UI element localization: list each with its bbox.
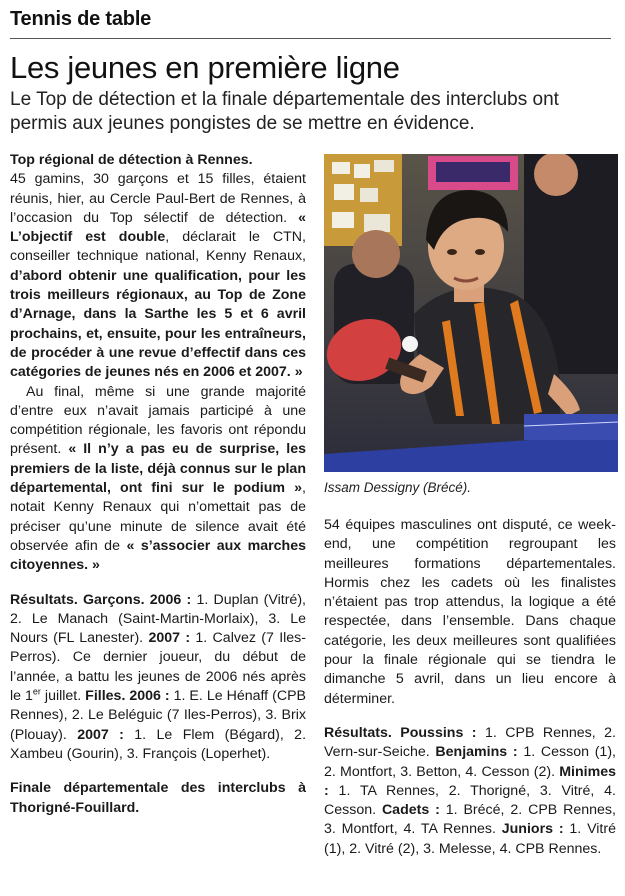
right-column: [324, 516, 616, 859]
section1-quote3: « s’associer aux marches citoyennes. »: [10, 537, 306, 574]
results2-benjamins: 1. Cesson (1), 2. Montfort, 3. Betton, 4. Cesson (2).: [324, 744, 616, 780]
results1-filles-label: Filles. 2006 :: [85, 688, 170, 705]
results2-cadets-label: Cadets :: [381, 802, 440, 819]
photo-caption: Issam Dessigny (Brécé).: [324, 480, 472, 495]
article-photo: [324, 154, 618, 472]
results2-minimes: 1. TA Rennes, 2. Thorigné, 3. Vitré, 4. Cesson.: [324, 782, 616, 819]
results2-paragraph: [324, 724, 616, 859]
results1-g2007-sup: er: [32, 686, 41, 697]
section1-quote1-end: d’abord obtenir une qualification, pour les trois meilleurs régionaux, au Top de Zone d’Arnage, dans la Sarthe les 5 et 6 avril prochains, et, ensuite, pour les entraîneurs, de procéder à une revue d’effectif dans ces catégories de jeunes nés en 2006 et 2007. »: [10, 267, 306, 381]
results1-paragraph: [10, 591, 306, 765]
section1-title: Top régional de détection à Rennes.: [10, 152, 253, 168]
results1-f2006: 1. E. Le Hénaff (CPB Rennes), 2. Le Beléguic (7 Iles-Perros), 3. Brix (Plouay).: [10, 688, 307, 743]
section1-p2-a: Au final, même si une grande majorité d’entre eux n’avait jamais participé à une compétition régionale, les favoris ont répondu présent.: [10, 383, 306, 458]
section2-paragraph: 54 équipes masculines ont disputé, ce week-end, une compétition regroupant les meilleures formations départementales. Hormis chez les cadets où les finalistes n’étaient pas trop attendus, la logique a été respectée, dans l’ensemble. Dans chaque catégorie, les deux meilleures sont qualifiées pour la finale régionale qui se tiendra le dimanche 5 avril, dans un lieu encore à déterminer.: [324, 517, 616, 707]
table-tennis-player-illustration: [324, 154, 618, 472]
results2-juniors-label: Juniors :: [501, 821, 564, 838]
section1-paragraph-2: [10, 383, 306, 576]
standfirst: Le Top de détection et la finale départementale des interclubs ont permis aux jeunes pongistes de se mettre en évidence.: [10, 89, 559, 134]
results1-g2007-end: juillet.: [40, 688, 86, 705]
results1-g2007-label: 2007 :: [148, 630, 191, 647]
results2-benjamins-label: Benjamins :: [435, 744, 518, 761]
results2-cadets: 1. Brécé, 2. CPB Rennes, 3. Montfort, 4. TA Rennes.: [324, 802, 616, 838]
section1-quote1-start: « L’objectif est double: [10, 209, 306, 246]
results2-juniors: 1. Vitré (1), 2. Vitré (2), 3. Melesse, 4. CPB Rennes.: [324, 821, 616, 857]
section2-title-paragraph: [10, 779, 306, 818]
results1-f2007-label: 2007 :: [77, 726, 124, 743]
results1-f2007: 1. Le Flem (Bégard), 2. Xambeu (Gourin), 3. François (Loperhet).: [10, 726, 307, 762]
results1-label: Résultats. Garçons. 2006 :: [10, 591, 192, 608]
results2-poussins: 1. CPB Rennes, 2. Vern-sur-Seiche.: [324, 724, 616, 761]
results2-label: Résultats. Poussins :: [324, 724, 477, 741]
section1-p2-c: , notait Kenny Renaux qui n’omettait pas de préciser qu’une minute de silence avait été observée afin de: [10, 480, 306, 554]
section1-p1-c: , déclarait le CTN, conseiller technique national, Kenny Renaux,: [10, 229, 306, 265]
headline: Les jeunes en première ligne: [10, 50, 400, 85]
results1-g2007: 1. Calvez (7 Iles-Perros). Ce dernier joueur, du début de l’année, a battu les jeunes de 2006 nés après le 1: [10, 630, 306, 705]
section2-title: Finale départementale des interclubs à Thorigné-Fouillard.: [10, 780, 306, 816]
section1-paragraph: [10, 151, 306, 383]
rubric-divider: [10, 38, 611, 39]
section1-quote2: « Il n’y a pas eu de surprise, les premiers de la liste, déjà connus sur le plan départemental, ont fini sur le podium »: [10, 441, 306, 497]
section1-p1-a: 45 gamins, 30 garçons et 15 filles, étaient réunis, hier, au Cercle Paul-Bert de Rennes, à l’occasion du Top sélectif de détection.: [10, 171, 306, 226]
rubric: Tennis de table: [10, 8, 152, 30]
results2-minimes-label: Minimes :: [324, 763, 616, 799]
results1-g2006: 1. Duplan (Vitré), 2. Le Manach (Saint-Martin-Morlaix), 3. Le Nours (FL Lanester).: [10, 591, 306, 647]
left-column: [10, 151, 306, 818]
